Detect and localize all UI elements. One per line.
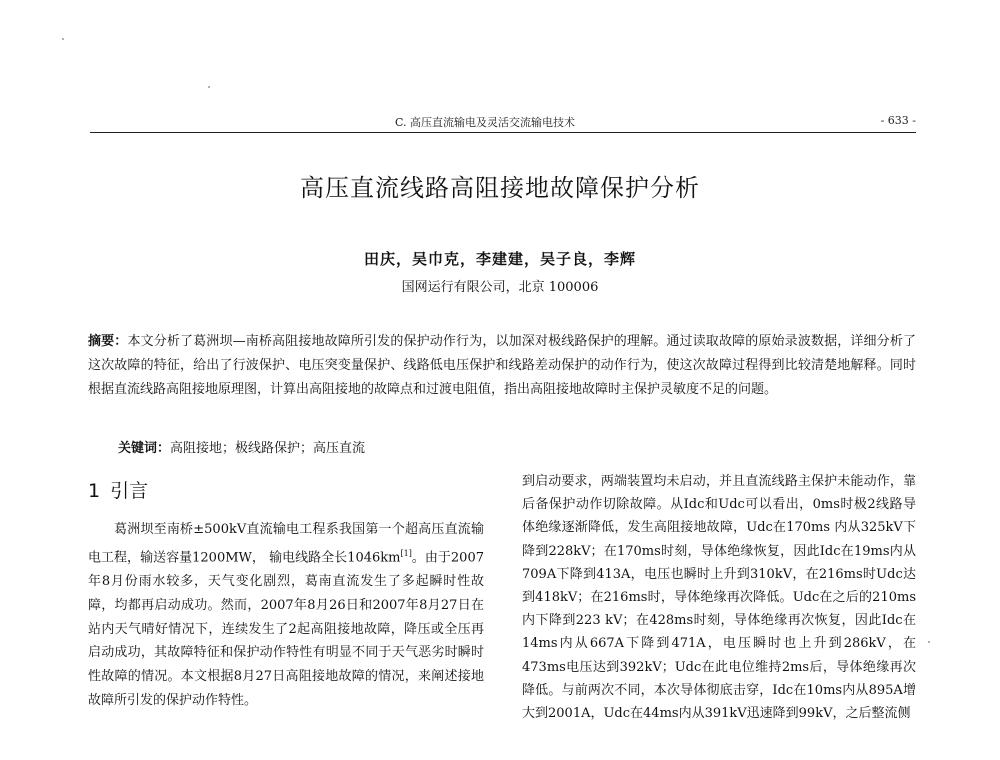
affiliation: 国网运行有限公司，北京 100006 — [401, 280, 599, 295]
intro-text-part2: 。由于2007年8月份雨水较多，天气变化剧烈，葛南直流发生了多起瞬时性故障，均都再启动成功。然而，2007年8月26日和2007年8月27日在站内天气晴好情况下，连续发生了2起高阻接地故障，降压或全压再启动成功，其故障特征和保护动作特性有明显不同于天气恶劣时瞬时性故障的情况。本文根据8月27日高阻接地故障的情况，来阐述接地故障所引发的保护动作特性。 — [88, 550, 484, 708]
header-page-number: - 633 - — [880, 114, 916, 127]
abstract-label: 摘要： — [88, 334, 128, 349]
scan-speck — [928, 641, 930, 643]
running-header — [90, 114, 916, 132]
keywords — [118, 437, 908, 461]
left-column — [88, 518, 484, 713]
keywords-label: 关键词： — [118, 441, 171, 456]
author-list: 田庆，吴巾克，李建建，吴子良，李辉 — [363, 250, 636, 268]
intro-paragraph — [88, 518, 484, 713]
paper-title: 高压直流线路高阻接地故障保护分析 — [300, 174, 700, 202]
keywords-text: 高阻接地；极线路保护；高压直流 — [170, 441, 366, 456]
scan-speck — [62, 38, 64, 40]
section-title: 引言 — [110, 480, 149, 502]
abstract — [88, 330, 916, 402]
intro-text-part1: 葛洲坝至南桥±500kV直流输电工程系我国第一个超高压直流输电工程，输送容量1200MW， 输电线路全长1046km — [88, 522, 484, 566]
header-section-title: C. 高压直流输电及灵活交流输电技术 — [395, 116, 576, 129]
section-number: 1 — [88, 480, 101, 502]
right-column — [522, 470, 916, 725]
section-heading-introduction — [88, 476, 158, 503]
scan-speck — [208, 86, 210, 88]
citation-ref: [1] — [400, 548, 412, 558]
analysis-paragraph: 到启动要求，两端装置均未启动，并且直流线路主保护未能动作，靠后备保护动作切除故障。从Idc和Udc可以看出，0ms时极2线路导体绝缘逐渐降低，发生高阻接地故障，Udc在170ms 内从325kV下降到228kV；在170ms时刻，导体绝缘恢复，因此Idc在19ms内从709A下降到413A，电压也瞬时上升到310kV，在216ms时Udc达到418kV；在216ms时，导体绝缘再次降低。Udc在之后的210ms内下降到223 kV；在428ms时刻，导体绝缘再次恢复，因此Idc在14ms内从667A下降到471A，电压瞬时也上升到286kV，在473ms电压达到392kV；Udc在此电位维持2ms后，导体绝缘再次降低。与前两次不同，本次导体彻底击穿，Idc在10ms内从895A增大到2001A，Udc在44ms内从391kV迅速降到99kV，之后整流侧 — [522, 474, 916, 722]
header-rule — [90, 132, 916, 133]
abstract-text: 本文分析了葛洲坝—南桥高阻接地故障所引发的保护动作行为，以加深对极线路保护的理解。通过读取故障的原始录波数据，详细分析了这次故障的特征，给出了行波保护、电压突变量保护、线路低电压保护和线路差动保护的动作行为，使这次故障过程得到比较清楚地解释。同时根据直流线路高阻接地原理图，计算出高阻接地的故障点和过渡电阻值，指出高阻接地故障时主保护灵敏度不足的问题。 — [88, 334, 916, 397]
